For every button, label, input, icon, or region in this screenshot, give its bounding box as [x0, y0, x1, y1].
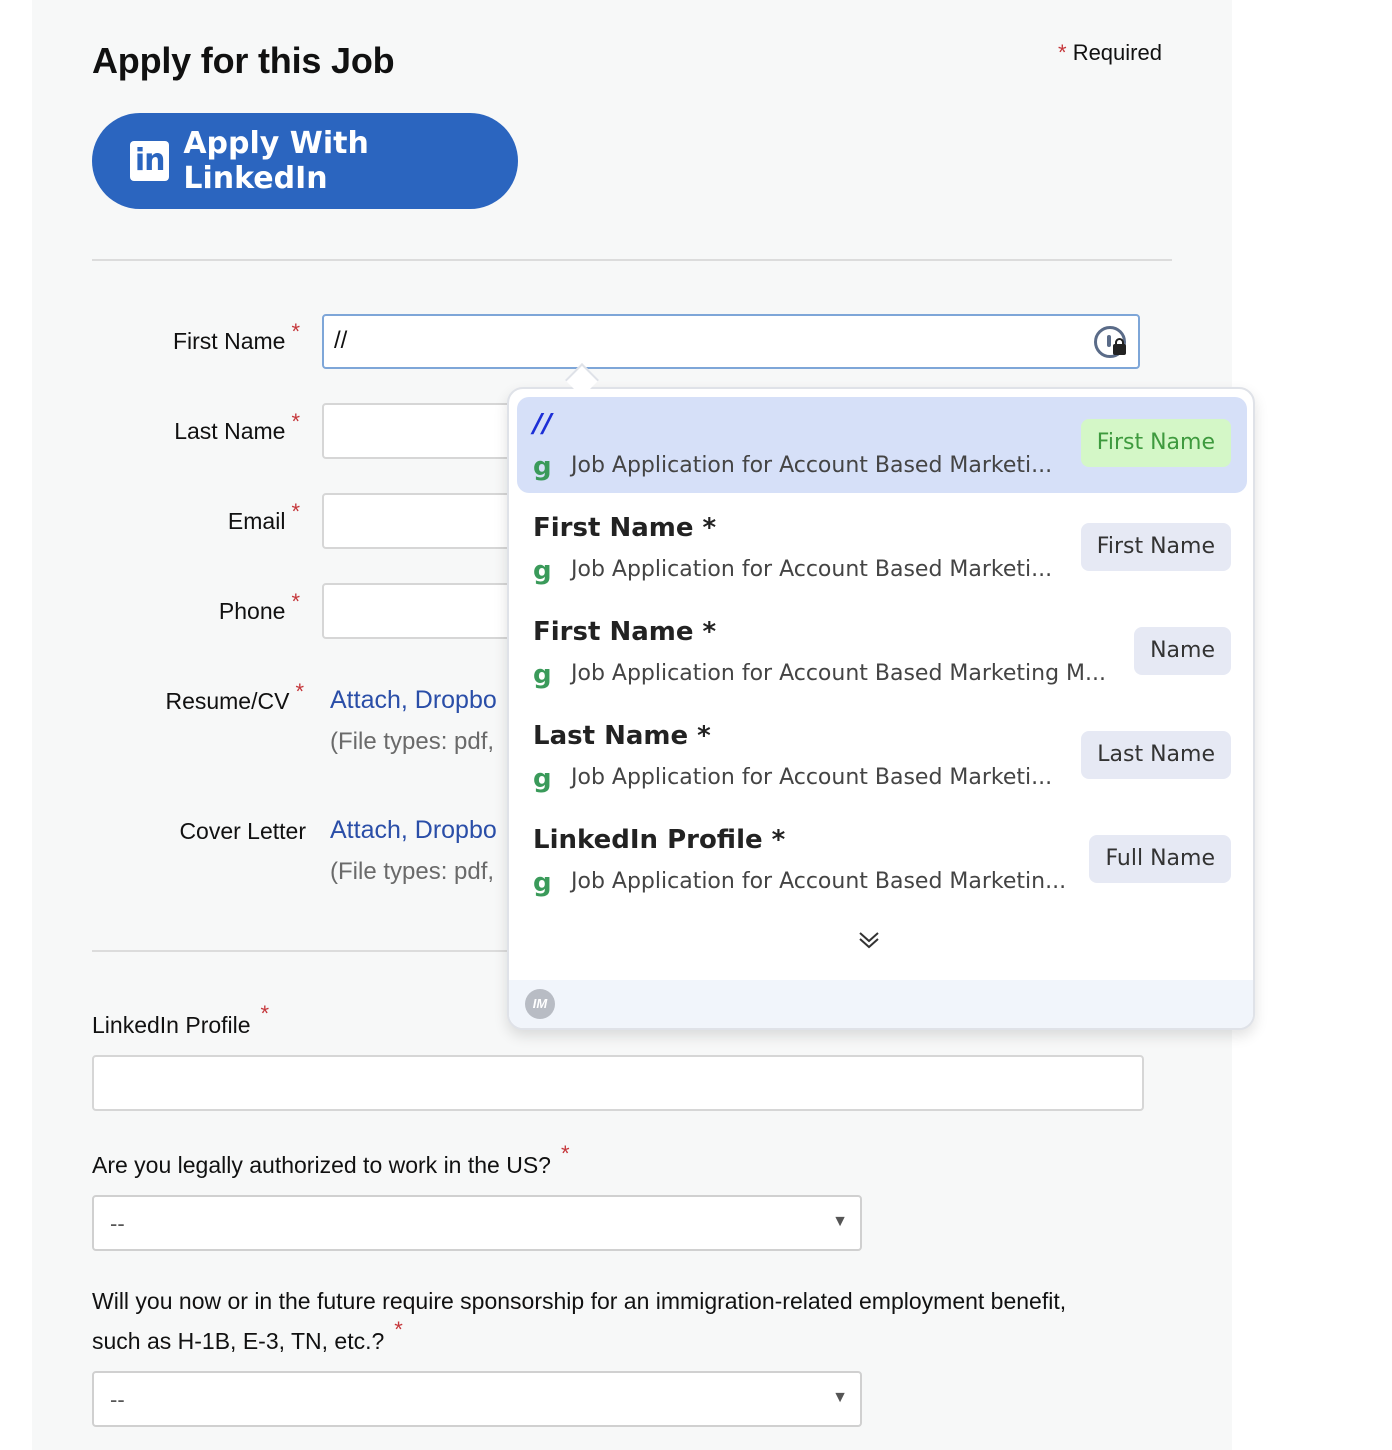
required-star: * — [291, 409, 300, 434]
first-name-value: // — [334, 327, 348, 354]
autofill-option-subtitle: Job Application for Account Based Marketi... — [571, 765, 1053, 790]
work-authorization-value: -- — [110, 1211, 125, 1236]
g-icon: g — [533, 452, 552, 482]
linkedin-logo-icon: in — [130, 141, 169, 181]
work-authorization-label-text: Are you legally authorized to work in the US? — [92, 1152, 551, 1178]
g-icon: g — [533, 660, 552, 690]
autofill-option-subtitle: Job Application for Account Based Marketin... — [571, 869, 1067, 894]
resume-label — [84, 679, 304, 715]
autofill-option-tag: Name — [1134, 627, 1231, 675]
last-name-label-text: Last Name — [174, 418, 286, 444]
autofill-option-source — [533, 553, 1053, 586]
page-title: Apply for this Job — [92, 40, 395, 81]
phone-label — [80, 589, 300, 625]
required-star: * — [291, 499, 300, 524]
sponsorship-value: -- — [110, 1387, 125, 1412]
autofill-option-subtitle: Job Application for Account Based Marketi... — [571, 453, 1053, 478]
required-star: * — [291, 319, 300, 344]
double-chevron-down-icon[interactable] — [857, 929, 881, 957]
autofill-option-source — [533, 657, 1107, 690]
required-star: * — [394, 1317, 403, 1342]
autofill-dropdown — [507, 387, 1255, 1030]
cover-letter-file-types: (File types: pdf, — [330, 858, 495, 885]
autofill-option-tag: Full Name — [1089, 835, 1231, 883]
select-arrow-icon: ▼ — [832, 1213, 848, 1230]
required-label: Required — [1072, 40, 1162, 65]
first-name-label-text: First Name — [172, 328, 286, 354]
required-note — [1058, 40, 1162, 66]
autofill-option[interactable] — [517, 813, 1247, 909]
autofill-option[interactable] — [517, 605, 1247, 701]
divider — [92, 259, 1172, 261]
autofill-footer — [509, 980, 1253, 1028]
apply-with-linkedin-label: Apply With LinkedIn — [183, 126, 369, 196]
sponsorship-select[interactable] — [92, 1371, 862, 1427]
autofill-option-subtitle: Job Application for Account Based Marketing M... — [571, 661, 1107, 686]
resume-attach-links[interactable]: Attach, Dropbo — [330, 686, 497, 714]
autofill-option-title: First Name * — [533, 617, 717, 647]
autofill-logo-icon: IM — [525, 989, 555, 1019]
required-star: * — [560, 1141, 570, 1166]
sponsorship-label — [92, 1317, 403, 1355]
required-star: * — [1058, 40, 1067, 65]
g-icon: g — [533, 556, 552, 586]
required-star: * — [295, 679, 304, 704]
work-authorization-select[interactable] — [92, 1195, 862, 1251]
work-authorization-label — [92, 1141, 570, 1179]
autofill-option-title: First Name * — [533, 513, 717, 543]
autofill-option[interactable] — [517, 709, 1247, 805]
required-star: * — [260, 1001, 270, 1026]
autofill-option-source — [533, 761, 1053, 794]
g-icon: g — [533, 764, 552, 794]
first-name-input[interactable] — [322, 314, 1140, 369]
last-name-label — [80, 409, 300, 445]
cover-letter-attach-links[interactable]: Attach, Dropbo — [330, 816, 497, 844]
autofill-option-source — [533, 449, 1053, 482]
linkedin-profile-label-text: LinkedIn Profile — [92, 1012, 251, 1038]
linkedin-profile-input[interactable] — [92, 1055, 1144, 1111]
autofill-option-tag: First Name — [1081, 523, 1231, 571]
autofill-option-subtitle: Job Application for Account Based Marketi... — [571, 557, 1053, 582]
autofill-option[interactable] — [517, 501, 1247, 597]
sponsorship-label-line1: Will you now or in the future require sponsorship for an immigration-related employment benefit, — [92, 1288, 1067, 1314]
cover-letter-label: Cover Letter — [179, 818, 306, 844]
autofill-option[interactable] — [517, 397, 1247, 493]
autofill-option-tag: Last Name — [1081, 731, 1231, 779]
resume-label-text: Resume/CV — [165, 688, 290, 714]
phone-label-text: Phone — [218, 598, 286, 624]
first-name-label — [80, 319, 300, 355]
resume-file-types: (File types: pdf, — [330, 728, 495, 755]
apply-with-linkedin-button[interactable] — [92, 113, 518, 209]
required-star: * — [291, 589, 300, 614]
linkedin-profile-label — [92, 1001, 270, 1039]
autofill-option-title: Last Name * — [533, 721, 711, 751]
select-arrow-icon: ▼ — [832, 1389, 848, 1406]
autofill-option-tag: First Name — [1081, 419, 1231, 467]
email-label-text: Email — [227, 508, 286, 534]
autofill-option-source — [533, 865, 1067, 898]
sponsorship-label-line2: such as H-1B, E-3, TN, etc.? — [92, 1328, 385, 1354]
autofill-option-title: // — [533, 409, 552, 439]
password-manager-icon[interactable] — [1094, 326, 1126, 358]
g-icon: g — [533, 868, 552, 898]
autofill-option-title: LinkedIn Profile * — [533, 825, 786, 855]
email-label — [80, 499, 300, 535]
